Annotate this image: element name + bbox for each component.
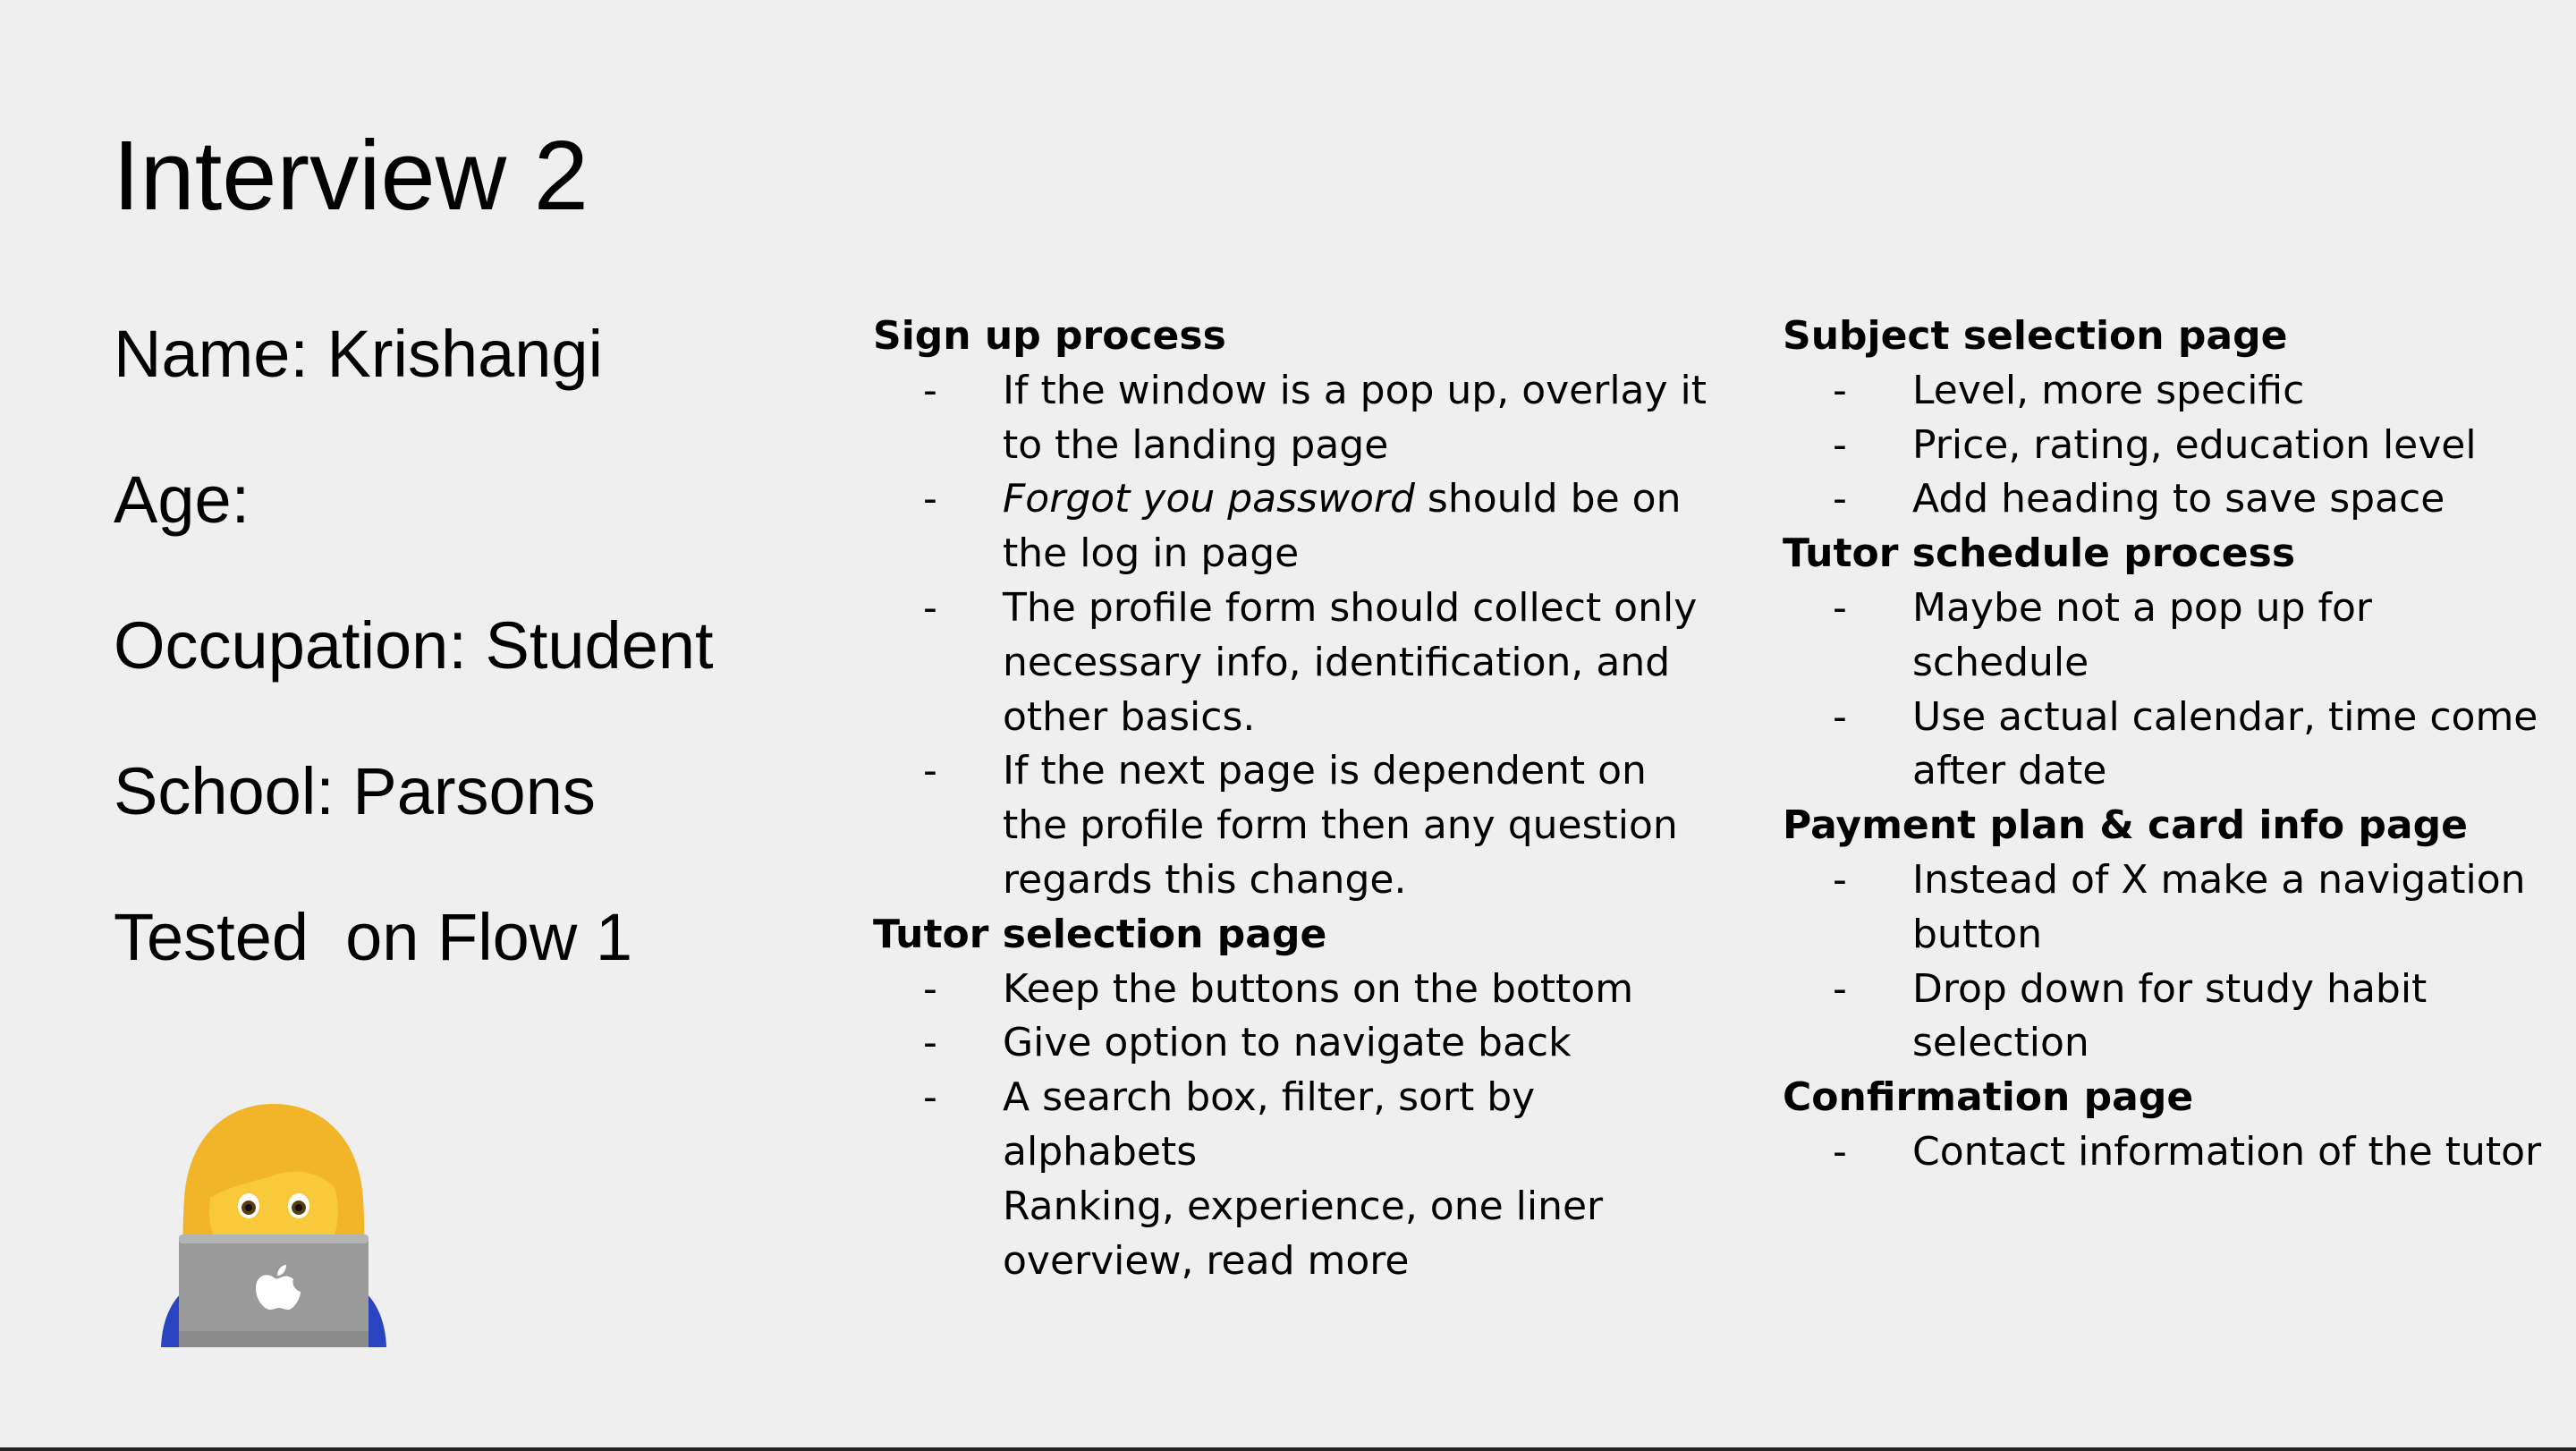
list-dash: -	[1833, 367, 1847, 413]
interviewee-info	[114, 310, 714, 1039]
list-dash: -	[923, 965, 937, 1012]
notes-column-middle	[873, 310, 1714, 1288]
section-heading-sign-up: Sign up process	[873, 313, 1226, 359]
list-item-text: Give option to navigate back	[1003, 1020, 1572, 1066]
list-note: Ranking, experience, one liner overview, read more	[1003, 1183, 1604, 1284]
list-item	[1783, 419, 2552, 473]
slide-title: Interview 2	[113, 121, 589, 231]
list-item	[1783, 853, 2552, 963]
list-item-text: Price, rating, education level	[1912, 421, 2477, 468]
section-heading-confirmation: Confirmation page	[1783, 1074, 2194, 1121]
list-item	[1783, 963, 2552, 1072]
section-heading-tutor-selection: Tutor selection page	[873, 911, 1327, 957]
list-item	[1783, 691, 2552, 800]
list-item-text: Maybe not a pop up for schedule	[1912, 584, 2373, 685]
list-item	[873, 744, 1714, 907]
list-item	[1783, 472, 2552, 527]
list-item-text: If the window is a pop up, overlay it to the landing page	[1003, 367, 1707, 468]
age-label: Age:	[114, 462, 250, 537]
list-item-text: If the next page is dependent on the profile form then any question regards this change.	[1003, 748, 1678, 903]
occupation-line	[114, 601, 714, 747]
tested-line	[114, 893, 714, 1039]
list-item	[873, 581, 1714, 744]
woman-technologist-emoji-icon	[161, 1100, 386, 1347]
list-dash: -	[1833, 965, 1847, 1012]
bottom-border	[0, 1447, 2576, 1451]
section-heading-subject-selection: Subject selection page	[1783, 313, 2288, 359]
list-item	[873, 1016, 1714, 1071]
list-item	[873, 1071, 1714, 1180]
list-item	[1783, 1125, 2552, 1180]
occupation-value: Student	[485, 608, 714, 683]
age-line	[114, 455, 714, 601]
list-item	[1783, 364, 2552, 419]
list-item	[873, 364, 1714, 473]
list-dash: -	[923, 1020, 937, 1066]
tested-text: Tested on Flow 1	[114, 900, 632, 974]
list-item-text: Add heading to save space	[1912, 476, 2445, 522]
list-item-text: Keep the buttons on the bottom	[1003, 965, 1634, 1012]
list-item-text: Contact information of the tutor	[1912, 1128, 2542, 1175]
name-line	[114, 310, 714, 455]
school-label: School:	[114, 754, 353, 828]
list-item-text: A search box, filter, sort by alphabets	[1003, 1074, 1536, 1175]
list-item-text: Use actual calendar, time come after date	[1912, 693, 2538, 794]
list-dash: -	[1833, 1128, 1847, 1175]
list-item-text: Drop down for study habit selection	[1912, 965, 2428, 1066]
list-item	[873, 963, 1714, 1017]
section-heading-payment: Payment plan & card info page	[1783, 802, 2468, 849]
list-dash: -	[1833, 476, 1847, 522]
list-dash: -	[923, 1074, 937, 1121]
list-dash: -	[923, 748, 937, 794]
list-dash: -	[1833, 856, 1847, 903]
list-item-text: Instead of X make a navigation button	[1912, 856, 2526, 957]
list-dash: -	[923, 584, 937, 631]
list-item	[1783, 581, 2552, 691]
name-value: Krishangi	[326, 317, 604, 391]
list-item	[873, 472, 1714, 581]
list-dash: -	[1833, 584, 1847, 631]
list-item-text: The profile form should collect only necessary info, identification, and other basics.	[1003, 584, 1698, 740]
notes-column-right	[1783, 310, 2552, 1180]
school-value: Parsons	[352, 754, 596, 828]
list-dash: -	[1833, 693, 1847, 740]
school-line	[114, 747, 714, 893]
list-item-text-rest: should be on the log in page	[1003, 476, 1682, 577]
occupation-label: Occupation:	[114, 608, 486, 683]
section-heading-tutor-schedule: Tutor schedule process	[1783, 530, 2296, 577]
list-dash: -	[923, 476, 937, 522]
list-item-text: Level, more specific	[1912, 367, 2305, 413]
name-label: Name:	[114, 317, 327, 391]
list-dash: -	[1833, 421, 1847, 468]
forgot-password-emphasis: Forgot you password	[1003, 476, 1415, 522]
list-dash: -	[923, 367, 937, 413]
list-item-text	[1003, 472, 1714, 581]
